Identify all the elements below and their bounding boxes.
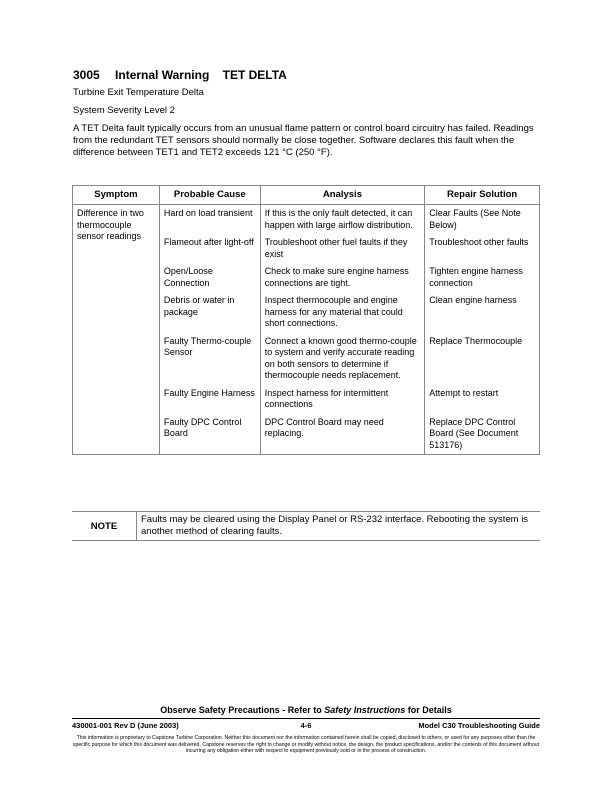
fault-name: Internal Warning xyxy=(115,68,210,82)
analysis-cell: Inspect thermocouple and engine harness for any material that could short connections. xyxy=(260,292,425,333)
footer-manual-title: Model C30 Troubleshooting Guide xyxy=(418,721,540,730)
cause-cell: Open/Loose Connection xyxy=(159,263,260,292)
footer-page-number: 4-6 xyxy=(300,721,312,730)
safety-suffix: for Details xyxy=(405,705,452,715)
page-title xyxy=(73,68,287,82)
note-label: NOTE xyxy=(72,512,137,540)
footer-divider xyxy=(72,718,540,719)
analysis-cell: DPC Control Board may need replacing. xyxy=(260,414,425,455)
legal-disclaimer: This information is proprietary to Capstone Turbine Corporation. Neither this document nor the information contained herein shall be copied, disclosed to others, or used for any purposes other than the specific purpose for which this document was delivered. Capstone reserves the right to change or modify without notice, the design, the product specifications, and/or the contents of this document without incurring any obligation either with respect to equipment previously sold or in the process of construction. xyxy=(72,735,540,755)
solution-cell: Replace Thermocouple xyxy=(425,333,540,385)
cause-cell: Hard on load transient xyxy=(159,205,260,235)
solution-cell: Replace DPC Control Board (See Document 513176) xyxy=(425,414,540,455)
safety-emphasis: Safety Instructions xyxy=(324,705,406,715)
cause-cell: Debris or water in package xyxy=(159,292,260,333)
table-row xyxy=(73,205,540,235)
analysis-cell: Inspect harness for intermittent connections xyxy=(260,385,425,414)
cause-cell: Faulty Engine Harness xyxy=(159,385,260,414)
header-analysis: Analysis xyxy=(260,186,425,205)
solution-cell: Troubleshoot other faults xyxy=(425,234,540,263)
analysis-cell: Troubleshoot other fuel faults if they exist xyxy=(260,234,425,263)
symptom-cell: Difference in two thermocouple sensor readings xyxy=(73,205,160,455)
fault-description: A TET Delta fault typically occurs from an unusual flame pattern or control board circuitry has failed. Readings from the redundant TET sensors should normally be close together. Software declares this fault when the difference between TET1 and TET2 exceeds 121 °C (250 °F). xyxy=(73,123,534,158)
solution-cell: Tighten engine harness connection xyxy=(425,263,540,292)
cause-cell: Flameout after light-off xyxy=(159,234,260,263)
header-symptom: Symptom xyxy=(73,186,160,205)
cause-cell: Faulty Thermo-couple Sensor xyxy=(159,333,260,385)
analysis-cell: If this is the only fault detected, it can happen with large airflow distribution. xyxy=(260,205,425,235)
fault-subtitle: Turbine Exit Temperature Delta xyxy=(73,87,204,98)
header-repair-solution: Repair Solution xyxy=(425,186,540,205)
analysis-cell: Connect a known good thermo-couple to system and verify accurate reading on both sensors to determine if thermocouple needs replacement. xyxy=(260,333,425,385)
fault-tag: TET DELTA xyxy=(222,68,287,82)
header-probable-cause: Probable Cause xyxy=(159,186,260,205)
footer-document-number: 430001-001 Rev D (June 2003) xyxy=(72,721,179,730)
safety-notice xyxy=(0,705,612,715)
solution-cell: Clear Faults (See Note Below) xyxy=(425,205,540,235)
table-header-row xyxy=(73,186,540,205)
note-box xyxy=(72,511,540,541)
severity-level: System Severity Level 2 xyxy=(73,105,175,116)
solution-cell: Clean engine harness xyxy=(425,292,540,333)
analysis-cell: Check to make sure engine harness connections are tight. xyxy=(260,263,425,292)
safety-prefix: Observe Safety Precautions - Refer to xyxy=(160,705,325,715)
troubleshooting-table xyxy=(72,185,540,455)
solution-cell: Attempt to restart xyxy=(425,385,540,414)
cause-cell: Faulty DPC Control Board xyxy=(159,414,260,455)
note-text: Faults may be cleared using the Display Panel or RS-232 interface. Rebooting the system is another method of clearing faults. xyxy=(141,514,529,537)
fault-code: 3005 xyxy=(73,68,100,82)
